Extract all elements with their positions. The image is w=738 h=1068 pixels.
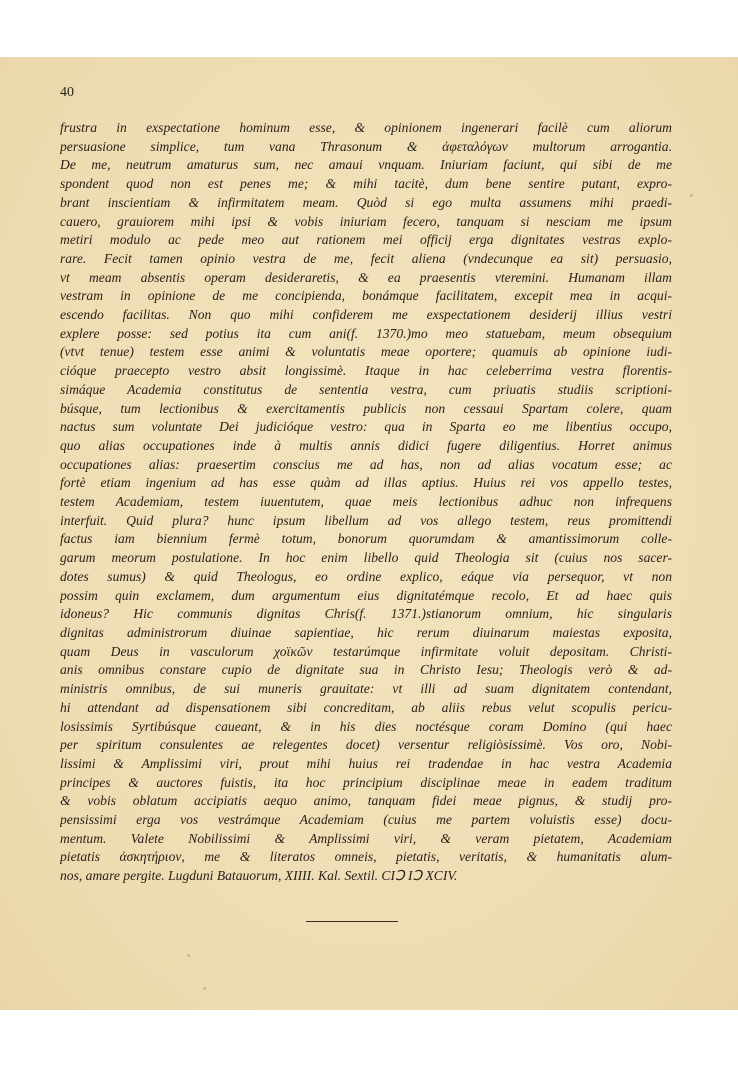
text-line: metiri modulo ac pede meo aut rationem mei officij erga dignitates vestras explo- [60,232,672,248]
text-line: vestram in opinione de me concipienda, bonámque facilitatem, excepit mea in acqui- [60,288,672,304]
text-line: ministris omnibus, de sui muneris grauitate: vt illi ad suam dignitatem contendant, [60,681,672,697]
text-line: testem Academiam, testem iuuentutem, quae meis lectionibus adhuc non infrequens [60,494,672,510]
text-line: (vtvt tenue) testem esse animi & voluntatis meae oportere; quamuis ab opinione iudi- [60,344,672,360]
page-number: 40 [60,85,74,100]
end-rule [306,921,398,922]
text-line: idoneus? Hic communis dignitas Chris(f. 1371.)stianorum omnium, hic singularis [60,606,672,622]
text-line: escendo facilitas. Non quo mihi confiderem me exspectationem desiderij illius vestri [60,307,672,323]
text-line: brant inscientiam & infirmitatem meam. Quòd si ego multa assumens mihi praedi- [60,194,672,210]
paper-speck [187,954,190,957]
text-line: & vobis oblatum accipiatis aequo animo, tanquam fidei meae pignus, & studij pro- [60,793,672,809]
body-text [60,119,672,886]
text-line: vt meam absentis operam desideraretis, & ea praesentis vteremini. Humanam illam [60,269,672,285]
text-line: persuasione simplice, tum vana Thrasonum & ἀφεταλόγων multorum arrogantia. [60,138,672,154]
text-line: lissimi & Amplissimi viri, prout mihi huius rei tradendae in hac vestra Academia [60,755,672,771]
text-line: occupationes alias: praesertim conscius me ad has, non ad alias vocatum esse; ac [60,456,672,472]
text-line: factus iam biennium fermè totum, bonorum quorumdam & amantissimorum colle- [60,531,672,547]
text-line-last: nos, amare pergite. Lugduni Batauorum, XIIII. Kal. Sextil. CIↃ IↃ XCIV. [60,868,458,884]
text-line: búsque, tum lectionibus & exercitamentis publicis non cessaui Spartam colere, quam [60,400,672,416]
text-line: losissimis Syrtibúsque caueant, & in his dies noctésque coram Domino (qui haec [60,718,672,734]
text-line: dotes sumus) & quid Theologus, eo ordine explico, eáque via persequor, vt non [60,568,672,584]
text-line: nactus sum voluntate Dei judicióque vestro: qua in Sparta eo me libentius occupo, [60,419,672,435]
paper-speck [690,194,693,197]
text-line: rare. Fecit tamen opinio vestra de me, fecit aliena (vndecunque ea sit) persuasio, [60,250,672,266]
text-line: anis omnibus constare cupio de dignitate sua in Christo Iesu; Theologis verò & ad- [60,662,672,678]
text-line: principes & auctores fuistis, ita hoc principium disciplinae meae in eadem traditum [60,774,672,790]
text-line: dignitas administrorum diuinae sapientiae, hic rerum diuinarum maiestas exposita, [60,624,672,640]
text-line: pensissimi erga vos vestrámque Academiam (cuius me partem voluistis esse) docu- [60,812,672,828]
text-line: possim quin exclamem, dum argumentum eius dignitatémque recolo, Et ad haec quis [60,587,672,603]
text-line: frustra in exspectatione hominum esse, & opinionem ingenerari facilè cum aliorum [60,120,672,135]
text-line: garum meorum postulatione. In hoc enim libello quid Theologia sit (cuius nos sacer- [60,550,672,566]
text-line: mentum. Valete Nobilissimi & Amplissimi viri, & veram pietatem, Academiam [60,830,672,846]
text-line: simáque Academia constitutus de sententia vestra, cum priuatis studiis scriptioni- [60,381,672,397]
text-line: spondent quod non est penes me; & mihi tacitè, dum bene sentire putant, expro- [60,176,672,192]
text-line: per spiritum consulentes ae relegentes docet) versentur religiòsissimè. Vos oro, Nobi- [60,737,672,753]
text-line: fortè etiam ingenium ad has esse quàm ad illas aptius. Huius rei vos appello testes, [60,475,672,491]
text-line: cauero, grauiorem mihi ipsi & vobis iniuriam fecero, tanquam si nesciam me ipsum [60,213,672,229]
text-line: quo alias occupationes inde à multis annis didici fugere diligentius. Horret animus [60,437,672,453]
text-line: interfuit. Quid plura? hunc ipsum libellum ad vos allego testem, reus promittendi [60,512,672,528]
text-line: explere posse: sed potius ita cum ani(f. 1370.)mo meo statuebam, meum obsequium [60,325,672,341]
text-line: cióque praecepto vestro absit longissimè. Itaque in hac celeberrima vestra florentis- [60,363,672,379]
text-line: De me, neutrum amaturus sum, nec amaui vnquam. Iniuriam faciunt, qui sibi de me [60,157,672,173]
book-page [0,57,738,1010]
text-line: quam Deus in vasculorum χοϊκῶν testarúmque infirmitate voluit depositam. Christi- [60,643,672,659]
text-line: hi attendant ad dispensationem sibi concreditam, ab aliis rebus velut scopulis pericu- [60,699,672,715]
paper-speck [203,987,206,990]
text-line: pietatis ἀσκητήριον, me & literatos omneis, pietatis, veritatis, & humanitatis alum- [60,849,672,865]
